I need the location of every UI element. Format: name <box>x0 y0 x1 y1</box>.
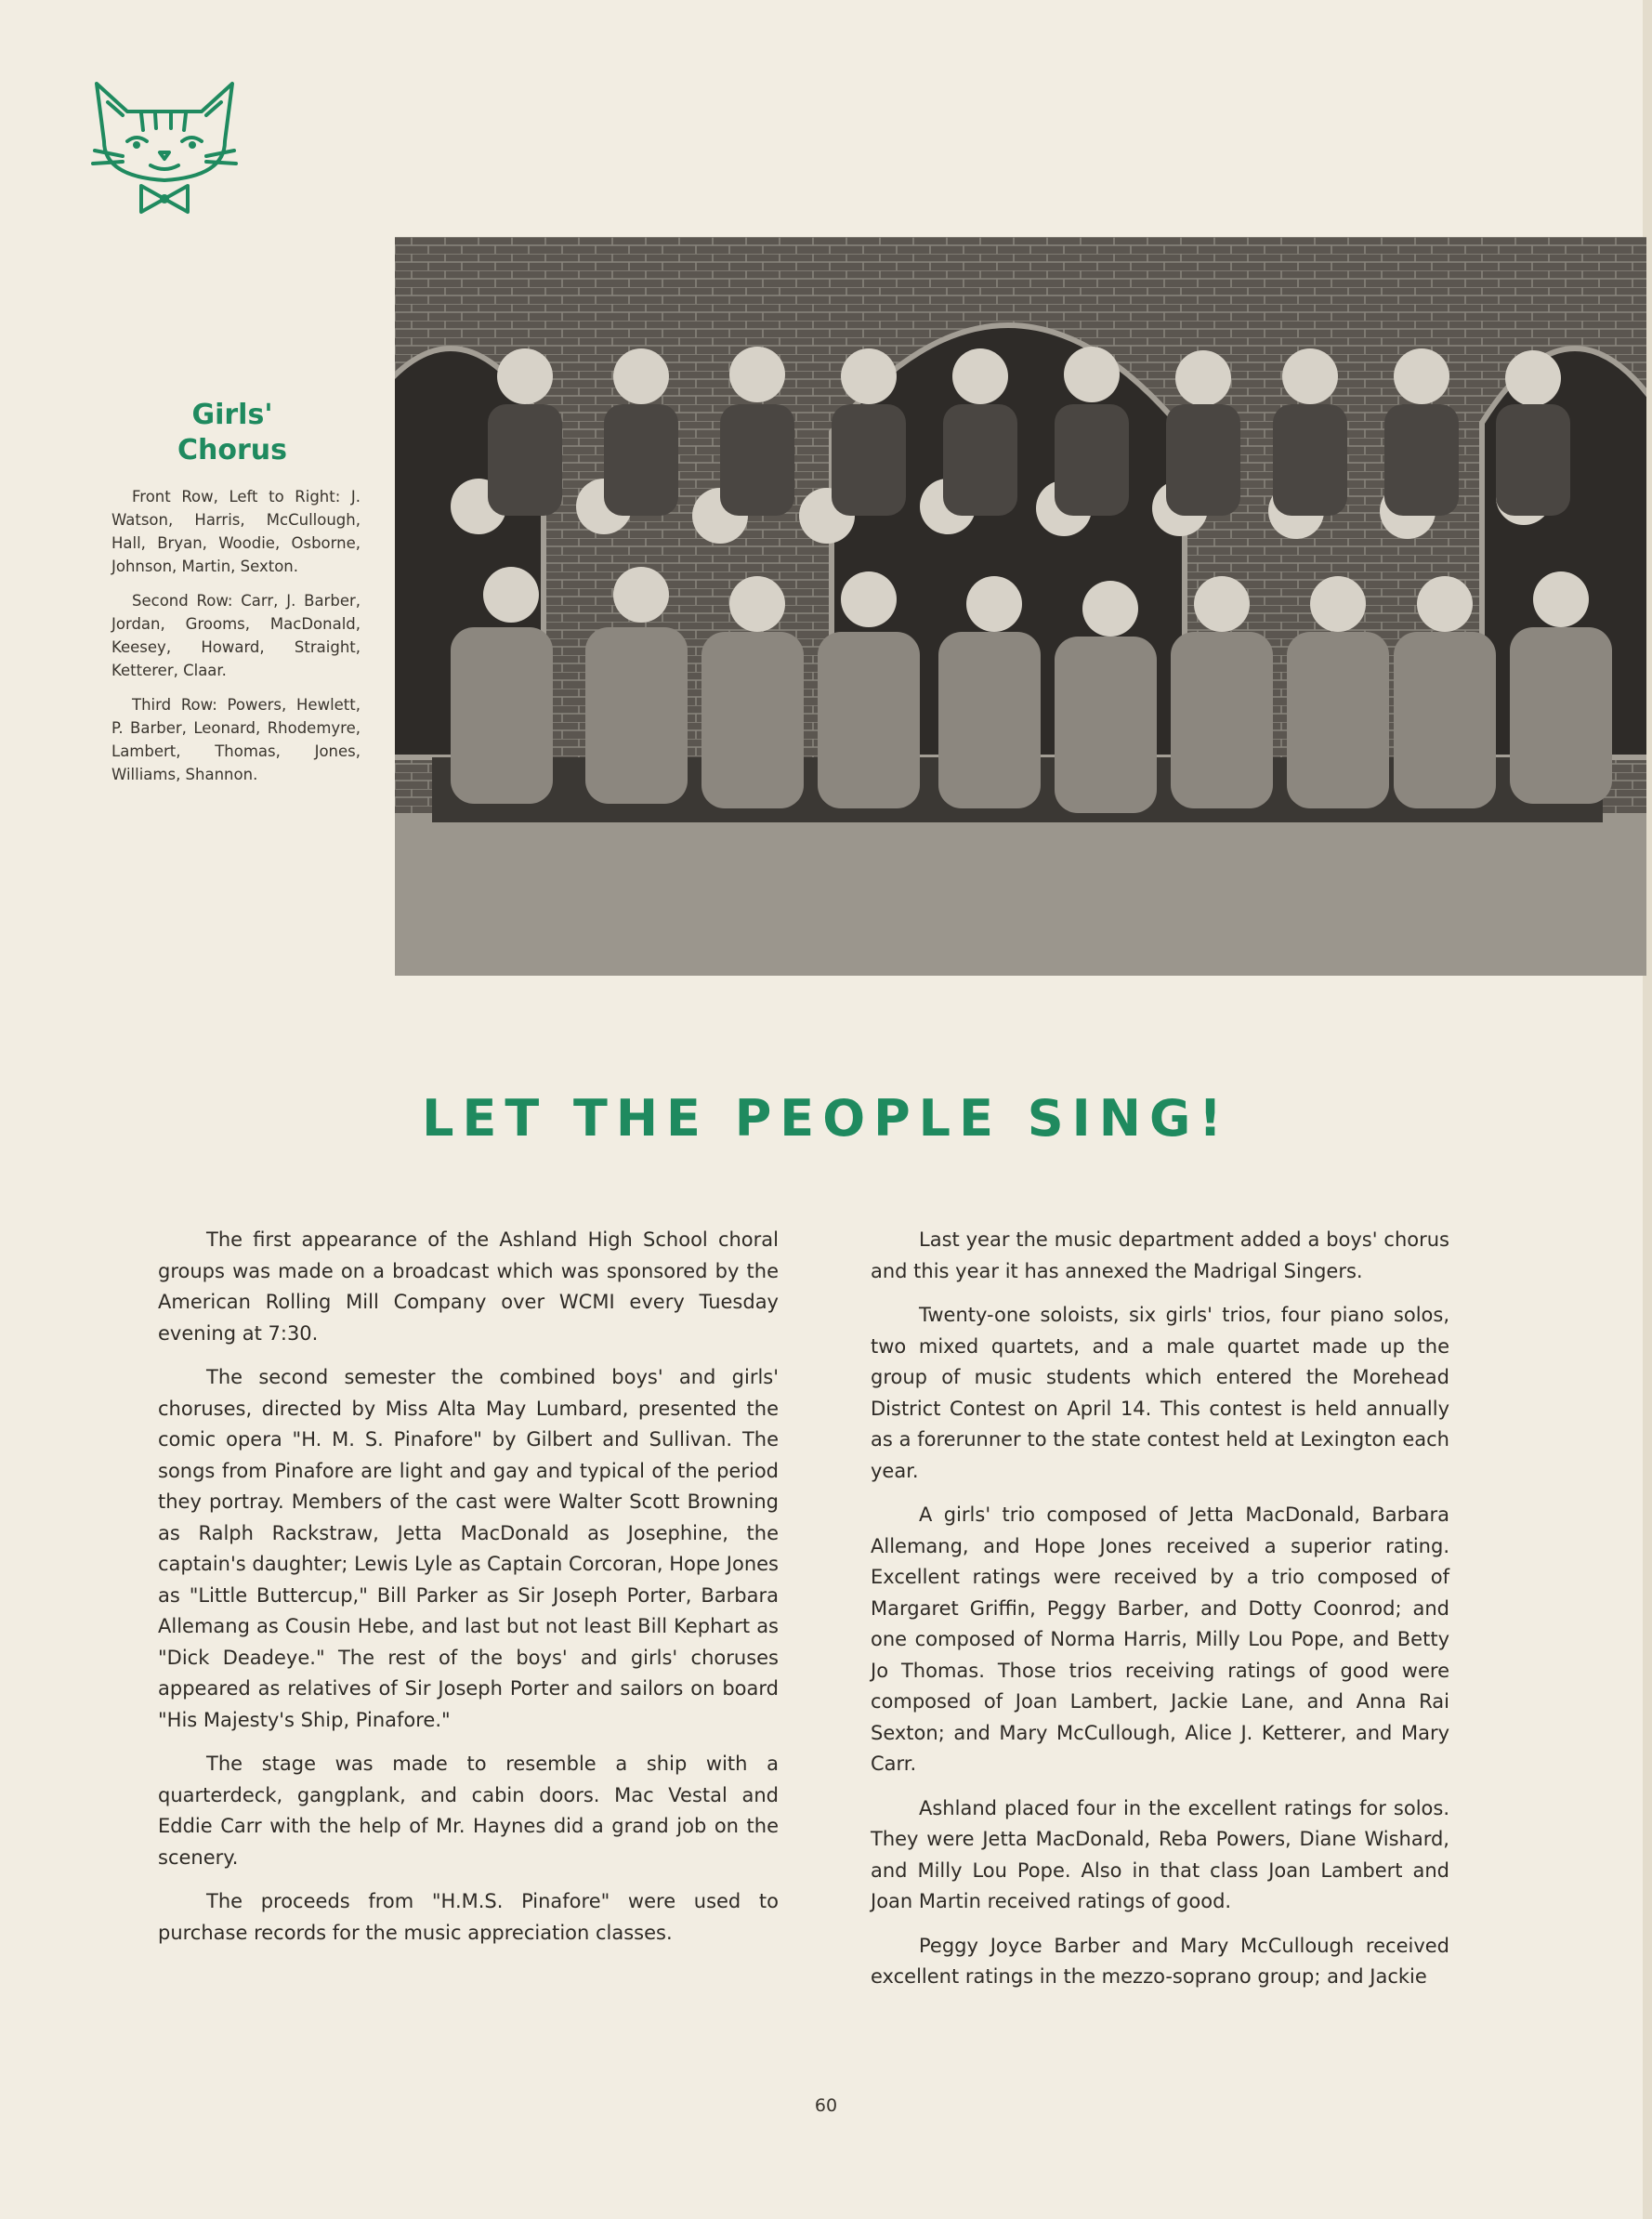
cat-face-icon <box>85 76 243 216</box>
article-paragraph: A girls' trio composed of Jetta MacDonald, Barbara Allemang, and Hope Jones received a superior rating. Excellent ratings were received by a trio composed of Margaret Griffin, Peggy Barber, and Dotty Coonrod; and one composed of Norma Harris, Milly Lou Pope, and Betty Jo Thomas. Those trios receiving ratings of good were composed of Joan Lambert, Jackie Lane, and Anna Rai Sexton; and Mary McCullough, Alice J. Ketterer, and Mary Carr. <box>871 1503 1449 1775</box>
photo-caption-text <box>111 485 361 797</box>
photo-caption-title <box>139 398 325 468</box>
article-paragraph: Peggy Joyce Barber and Mary McCullough received excellent ratings in the mezzo-soprano group; and Jackie <box>871 1934 1449 1988</box>
article-paragraph: The proceeds from "H.M.S. Pinafore" were used to purchase records for the music appreciation classes. <box>158 1890 779 1944</box>
caption-front-row: Front Row, Left to Right: J. Watson, Harris, McCullough, Hall, Bryan, Woodie, Osborne, Johnson, Martin, Sexton. <box>111 488 361 575</box>
article-paragraph: Last year the music department added a boys' chorus and this year it has annexed the Madrigal Singers. <box>871 1228 1449 1282</box>
article-paragraph: Twenty-one soloists, six girls' trios, four piano solos, two mixed quartets, and a male quartet made up the group of music students which entered the Morehead District Contest on April 14. This contest is held annually as a forerunner to the state contest held at Lexington each year. <box>871 1304 1449 1482</box>
article-right-column <box>871 1225 1449 2006</box>
caption-title-line1: Girls' <box>191 399 273 431</box>
page-number: 60 <box>814 2095 838 2116</box>
caption-second-row: Second Row: Carr, J. Barber, Jordan, Grooms, MacDonald, Keesey, Howard, Straight, Ketterer, Claar. <box>111 592 361 679</box>
article-headline: LET THE PEOPLE SING! <box>422 1089 1230 1148</box>
article-paragraph: The second semester the combined boys' and girls' choruses, directed by Miss Alta May Lumbard, presented the comic opera "H. M. S. Pinafore" by Gilbert and Sullivan. The songs from Pinafore are light and gay and typical of the period they portray. Members of the cast were Walter Scott Browning as Ralph Rackstraw, Jetta MacDonald as Josephine, the captain's daughter; Lewis Lyle as Captain Corcoran, Hope Jones as "Little Buttercup," Bill Parker as Sir Joseph Porter, Barbara Allemang as Cousin Hebe, and last but not least Bill Kephart as "Dick Deadeye." The rest of the boys' and girls' choruses appeared as relatives of Sir Joseph Porter and sailors on board "His Majesty's Ship, Pinafore." <box>158 1366 779 1731</box>
caption-title-line2: Chorus <box>177 434 287 466</box>
caption-third-row: Third Row: Powers, Hewlett, P. Barber, Leonard, Rhodemyre, Lambert, Thomas, Jones, Williams, Shannon. <box>111 696 361 783</box>
article-paragraph: The first appearance of the Ashland High School choral groups was made on a broadcast which was sponsored by the American Rolling Mill Company over WCMI every Tuesday evening at 7:30. <box>158 1228 779 1345</box>
article-left-column <box>158 1225 779 1962</box>
article-paragraph: The stage was made to resemble a ship with a quarterdeck, gangplank, and cabin doors. Mac Vestal and Eddie Carr with the help of Mr. Haynes did a grand job on the scenery. <box>158 1753 779 1869</box>
article-paragraph: Ashland placed four in the excellent ratings for solos. They were Jetta MacDonald, Reba Powers, Diane Wishard, and Milly Lou Pope. Also in that class Joan Lambert and Joan Martin received ratings of good. <box>871 1796 1449 1912</box>
girls-chorus-photo <box>395 237 1646 976</box>
